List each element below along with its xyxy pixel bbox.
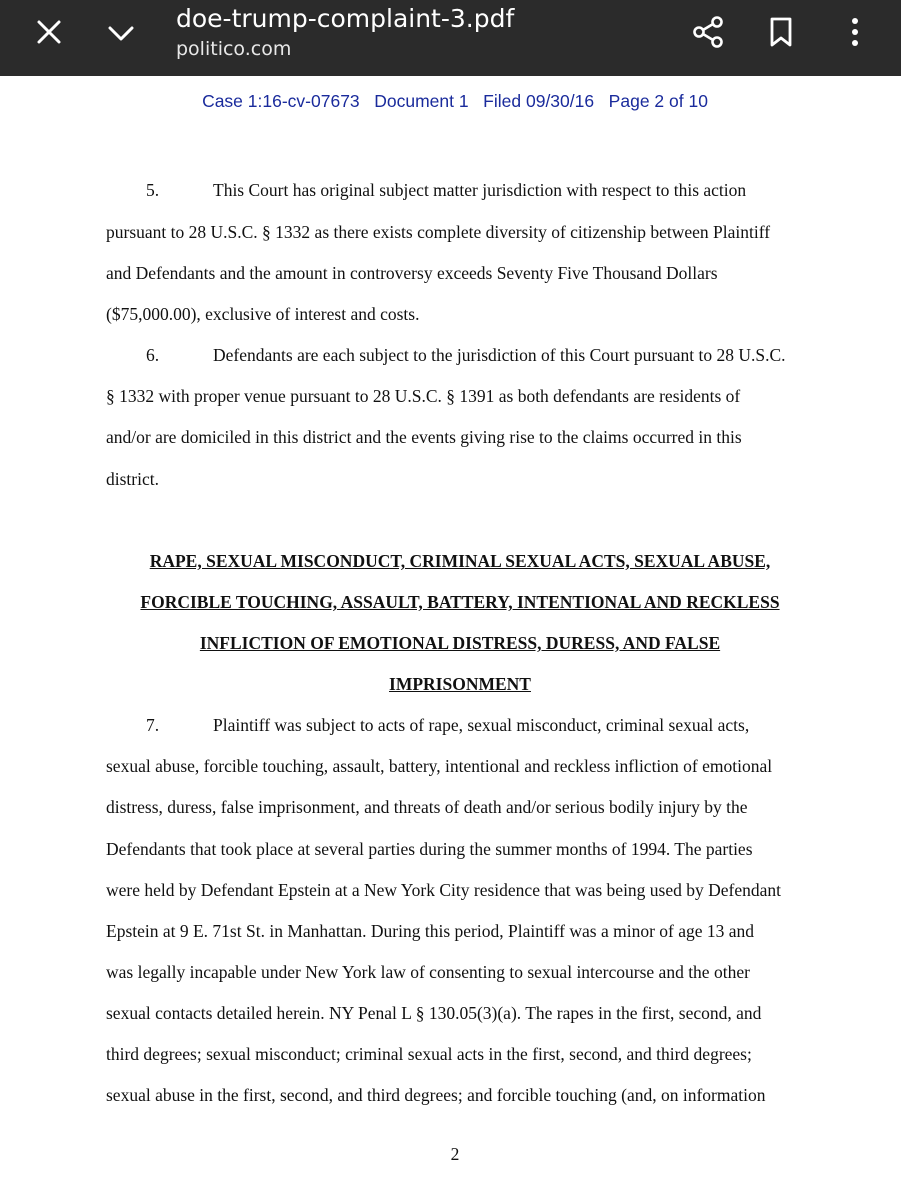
paragraph-line: was legally incapable under New York law of consenting to sexual intercourse and the other — [106, 962, 750, 982]
paragraph-line: pursuant to 28 U.S.C. § 1332 as there exists complete diversity of citizenship between Plaintiff — [106, 222, 771, 242]
page-number: 2 — [450, 1144, 460, 1164]
paragraph-text: Plaintiff was subject to acts of rape, sexual misconduct, criminal sexual acts, — [213, 715, 750, 735]
paragraph-line: sexual abuse in the first, second, and third degrees; and forcible touching (and, on information — [106, 1085, 766, 1105]
more-vert-icon[interactable] — [840, 15, 870, 49]
pdf-page — [0, 76, 901, 1200]
paragraph-line: Epstein at 9 E. 71st St. in Manhattan. During this period, Plaintiff was a minor of age 13 and — [106, 921, 755, 941]
paragraph-line — [106, 179, 746, 201]
paragraph-line: and/or are domiciled in this district and the events giving rise to the claims occurred in this — [106, 427, 742, 447]
paragraph-line: § 1332 with proper venue pursuant to 28 U.S.C. § 1391 as both defendants are residents of — [106, 386, 741, 406]
section-heading-line: RAPE, SEXUAL MISCONDUCT, CRIMINAL SEXUAL ACTS, SEXUAL ABUSE, — [149, 551, 771, 571]
bookmark-icon[interactable] — [765, 15, 797, 49]
document-title: doe-trump-complaint-3.pdf — [176, 4, 515, 33]
paragraph-number: 5. — [146, 180, 160, 200]
paragraph-line — [106, 714, 749, 736]
paragraph-line — [106, 344, 786, 366]
paragraph-line: third degrees; sexual misconduct; criminal sexual acts in the first, second, and third degrees; — [106, 1044, 752, 1064]
close-icon[interactable] — [34, 17, 64, 47]
section-heading-line: IMPRISONMENT — [389, 674, 531, 694]
paragraph-line: distress, duress, false imprisonment, and threats of death and/or serious bodily injury by the — [106, 797, 748, 817]
section-heading-line: FORCIBLE TOUCHING, ASSAULT, BATTERY, INTENTIONAL AND RECKLESS — [140, 592, 780, 612]
paragraph-text: Defendants are each subject to the jurisdiction of this Court pursuant to 28 U.S.C. — [213, 345, 786, 365]
section-heading-line: INFLICTION OF EMOTIONAL DISTRESS, DURESS, AND FALSE — [199, 633, 721, 653]
paragraph-text: This Court has original subject matter jurisdiction with respect to this action — [213, 180, 747, 200]
paragraph-line: were held by Defendant Epstein at a New York City residence that was being used by Defendant — [106, 880, 782, 900]
document-title-block — [176, 2, 514, 62]
pdf-viewer-toolbar — [0, 0, 901, 76]
case-header-stamp: Case 1:16-cv-07673 Document 1 Filed 09/30/16 Page 2 of 10 — [202, 91, 708, 111]
document-source: politico.com — [176, 38, 292, 60]
paragraph-line: sexual abuse, forcible touching, assault, battery, intentional and reckless infliction of emotional — [106, 756, 773, 776]
paragraph-number: 6. — [146, 345, 160, 365]
paragraph-line: and Defendants and the amount in controversy exceeds Seventy Five Thousand Dollars — [106, 263, 718, 283]
share-icon[interactable] — [691, 15, 725, 49]
paragraph-line: Defendants that took place at several parties during the summer months of 1994. The parties — [106, 839, 753, 859]
paragraph-line: sexual contacts detailed herein. NY Penal L § 130.05(3)(a). The rapes in the first, second, and — [106, 1003, 762, 1023]
chevron-down-icon[interactable] — [106, 18, 136, 48]
paragraph-line: district. — [106, 469, 159, 489]
paragraph-number: 7. — [146, 715, 160, 735]
paragraph-line: ($75,000.00), exclusive of interest and costs. — [106, 304, 420, 324]
